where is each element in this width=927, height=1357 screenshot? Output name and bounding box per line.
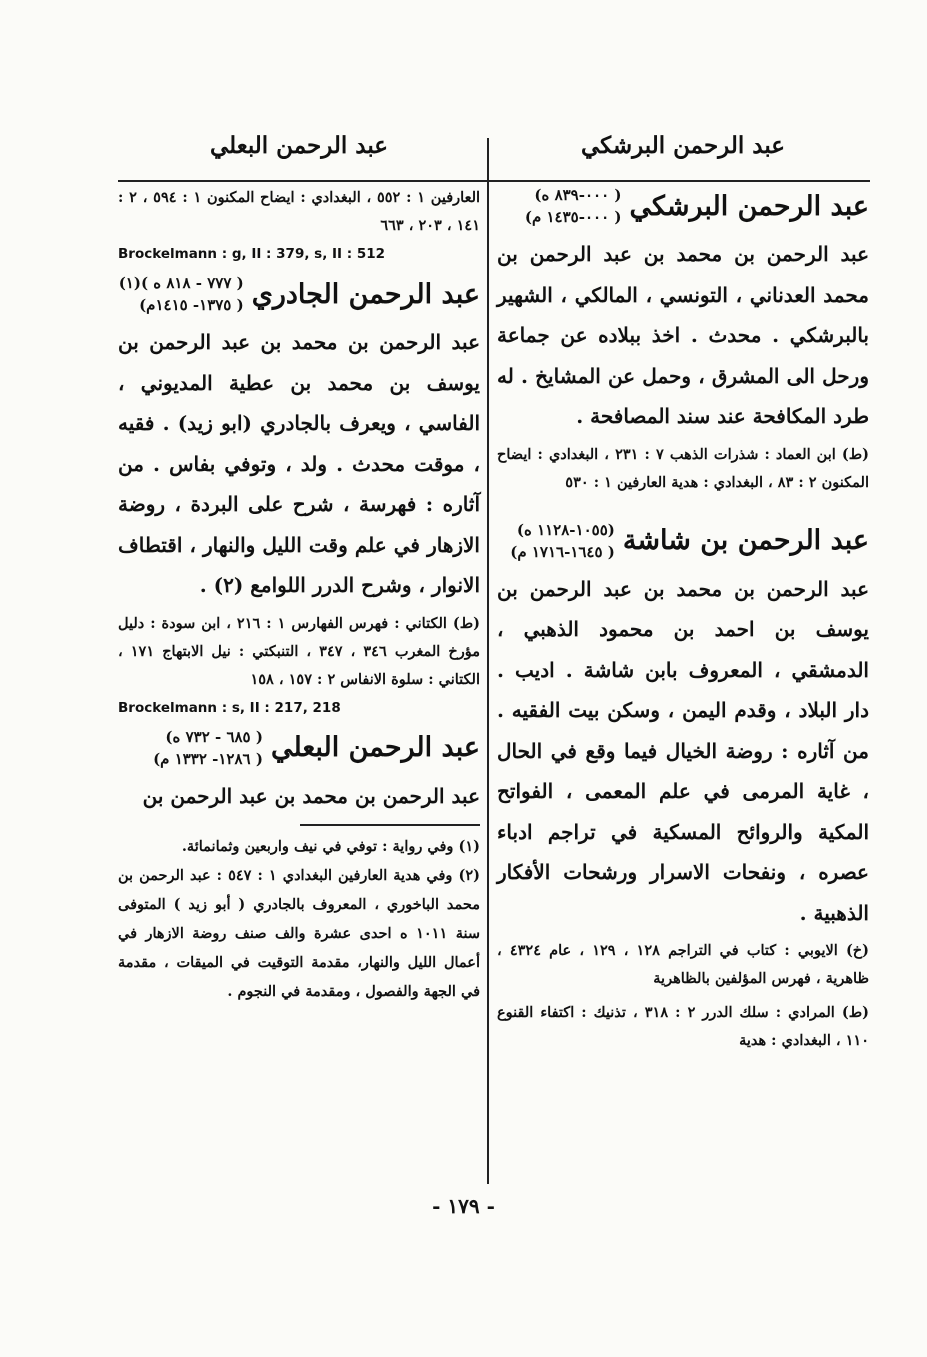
entry-body: عبد الرحمن بن محمد بن عبد الرحمن بن يوسف بن محمد بن عطية المديوني ، الفاسي ، ويعرف بالجادري (ابو زيد) . فقيه ، موقت محدث . ولد ، وتوفي بفاس . من آثاره : فهرسة ، شرح على البردة ، روضة الازهار في علم وقت الليل والنهار ، اقتطاف الانوار ، وشرح الدرر اللوامع (٢) . [118, 330, 480, 597]
right-column [497, 118, 869, 1061]
dates-hijri: (١٠٥٥-١١٢٨ ه) [516, 520, 615, 539]
entry-dates [119, 272, 244, 316]
entry-heading [118, 726, 480, 770]
dates-hijri: ( ٧٧٧ - ٨١٨ ه )(١) [118, 274, 244, 292]
dates-gregorian: ( ١٢٨٦- ١٣٣٢ م) [153, 749, 263, 768]
entry-body: عبد الرحمن بن محمد بن عبد الرحمن بن يوسف بن احمد بن محمود الذهبي ، الدمشقي ، المعروف بابن شاشة . اديب . دار البلاد ، وقدم اليمن ، وسكن بيت الفقيه . من آثاره : روضة الخيال فيما وقع في الحال ، غاية المرمى في علم المعمى ، الفواتح المكية والروائح المسكية في تراجم ادباء عصره ، ونفحات الاسرار ورشحات الأفكار الذهبية . [497, 576, 869, 925]
entry-references: (ط) الكتاني : فهرس الفهارس ١ : ٢١٦ ، ابن سودة : دليل مؤرخ المغرب ٣٤٦ ، ٣٤٧ ، التنبكتي : نيل الابتهاج ١٧١ ، الكتاني : سلوة الانفاس ٢ : ١٥٧ ، ١٥٨ [118, 614, 480, 688]
left-column [118, 118, 480, 1006]
entry-references: (ط) ابن العماد : شذرات الذهب ٧ : ٢٣١ ، البغدادي : ايضاح المكنون ٢ : ٨٣ ، البغدادي : هدية العارفين ١ : ٥٣٠ [497, 445, 870, 491]
entry-references: (ط) المرادي : سلك الدرر ٢ : ٣١٨ ، تذنيك : اكتفاء القنوع ١١٠ ، البغدادي : هدية [497, 1004, 870, 1049]
entry-dates [510, 519, 615, 563]
entry-name: عبد الرحمن بن شاشة [622, 525, 869, 556]
entry-heading [497, 184, 869, 228]
running-head-right: عبد الرحمن البرشكي [580, 132, 786, 159]
dates-gregorian: ( ١٣٧٥- ١٤١٥م) [139, 296, 244, 314]
dates-hijri: ( ٦٨٥ - ٧٣٢ ه) [165, 727, 263, 746]
footnote: (١) وفي رواية : توفي في نيف واربعين وثمانمائة. [181, 837, 480, 855]
dates-gregorian: ( ١٦٤٥-١٧١٦ م) [510, 542, 615, 561]
column-divider [487, 138, 489, 1184]
entry-body: عبد الرحمن بن محمد بن عبد الرحمن بن محمد العدناني ، التونسي ، المالكي ، الشهير بالبرشكي . محدث . اخذ ببلاده عن جماعة ورحل الى المشرق ، وحمل عن المشايخ . له طرد المكافحة عند سند المصافحة . [497, 242, 869, 428]
footnote: (٢) وفي هدية العارفين البغدادي ١ : ٥٤٧ : عبد الرحمن بن محمد الباخوري ، المعروف بالجادري ( أبو زيد ) المتوفى سنة ١٠١١ ه احدى عشرة والف صنف روضة الازهار في أعمال الليل والنهار، مقدمة التوقيت في الميقات ، مقدمة في الجهة والفصول ، ومقدمة في النجوم . [118, 866, 480, 1000]
entry-name: عبد الرحمن البرشكي [629, 190, 869, 222]
entry-dates [525, 184, 622, 228]
page-number: - ١٧٩ - [432, 1194, 495, 1218]
continued-references: العارفين ١ : ٥٥٢ ، البغدادي : ايضاح المكنون ١ : ٥٩٤ ، ٢ : ١٤١ ، ٢٠٣ ، ٦٦٣ [118, 189, 481, 234]
latin-reference: Brockelmann : g, II : 379, s, II : 512 [118, 246, 386, 262]
entry-body: عبد الرحمن بن محمد بن عبد الرحمن بن [142, 783, 480, 808]
entry-name: عبد الرحمن البعلي [270, 732, 480, 763]
entry-dates [153, 726, 263, 770]
entry-name: عبد الرحمن الجادري [251, 278, 480, 310]
dates-hijri: ( ٠٠٠-٨٣٩ ه) [534, 186, 622, 204]
footnote-rule [300, 824, 480, 826]
latin-reference: Brockelmann : s, II : 217, 218 [118, 699, 341, 716]
entry-heading [118, 272, 480, 316]
running-head-left: عبد الرحمن البعلي [209, 132, 389, 159]
dates-gregorian: ( ٠٠٠-١٤٣٥ م) [524, 208, 622, 226]
entry-references: (خ) الايوبي : كتاب في التراجم ١٢٨ ، ١٢٩ ، عام ٤٣٢٤ ، ظاهرية ، فهرس المؤلفين بالظاهرية [497, 942, 870, 987]
entry-heading [497, 519, 869, 563]
